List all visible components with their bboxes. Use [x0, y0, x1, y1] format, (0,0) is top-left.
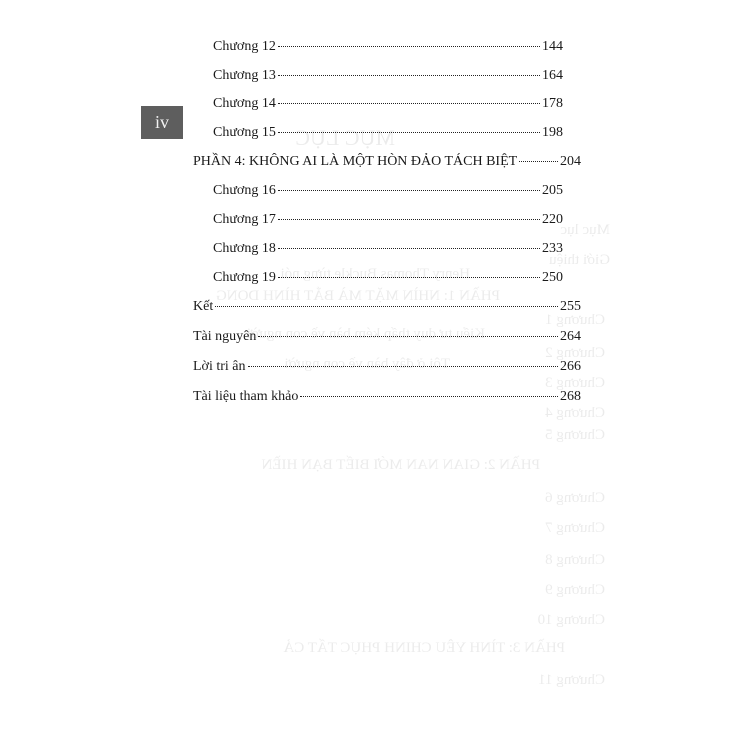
toc-dot-leader [278, 190, 540, 191]
toc-part-title: PHẦN 4: KHÔNG AI LÀ MỘT HÒN ĐẢO TÁCH BIỆT [193, 154, 518, 169]
toc-dot-leader [278, 103, 540, 104]
bleed-line: Chương 7 [545, 520, 605, 536]
toc-entry-page: 266 [560, 359, 581, 374]
bleed-line: Henry Thomas Buckle từng nói [280, 266, 470, 282]
bleed-line: Chương 6 [545, 490, 605, 506]
toc-entry-title: Chương 16 [213, 183, 276, 198]
toc-entry-page: 268 [560, 389, 581, 404]
toc-entry-title: Chương 13 [213, 68, 276, 83]
bleed-line: PHẦN 1: NHÌN MẶT MÀ BẮT HÌNH DONG [215, 288, 500, 304]
toc-dot-leader [300, 396, 558, 397]
toc-entry-title: Kết [193, 299, 214, 314]
toc-entry [213, 124, 563, 142]
toc-entry-title: Tài nguyên [193, 329, 257, 344]
toc-entry [213, 95, 563, 113]
toc-part-entry [193, 153, 581, 171]
toc-entry-page: 198 [542, 125, 563, 140]
toc-entry-title: Lời tri ân [193, 359, 246, 374]
toc-entry-page: 255 [560, 299, 581, 314]
toc-dot-leader [278, 75, 540, 76]
bleed-line: Giới thiệu [549, 252, 610, 268]
bleed-line: Mục lục [560, 222, 610, 238]
toc-entry-page: 205 [542, 183, 563, 198]
toc-entry-title: Chương 12 [213, 39, 276, 54]
bleed-line: Chương 8 [545, 552, 605, 568]
toc-entry [213, 38, 563, 56]
toc-entry-page: 178 [542, 96, 563, 111]
toc-dot-leader [278, 248, 540, 249]
toc-entry [213, 240, 563, 258]
bleed-line: Chương 9 [545, 582, 605, 598]
toc-dot-leader [215, 306, 558, 307]
toc-dot-leader [278, 46, 540, 47]
toc-entry-title: Chương 17 [213, 212, 276, 227]
bleed-line: PHẦN 2: GIAN NAN MỚI BIẾT BẠN HIỀN [261, 457, 540, 473]
toc-entry-page: 144 [542, 39, 563, 54]
toc-entry [213, 269, 563, 287]
bleed-line: MỤC LỤC [295, 125, 395, 150]
toc-entry [193, 388, 581, 406]
toc-entry [193, 358, 581, 376]
bleed-line: Chương 10 [537, 612, 605, 628]
bleed-line: Chương 2 [545, 345, 605, 361]
toc-entry-title: Tài liệu tham khảo [193, 389, 299, 404]
toc-entry-title: Chương 18 [213, 241, 276, 256]
bleed-line: Tôi ở đây bàn về con người [284, 356, 450, 372]
toc-entry-page: 204 [560, 154, 581, 169]
bleed-line: Chương 5 [545, 427, 605, 443]
toc-entry [213, 182, 563, 200]
toc-entry [213, 211, 563, 229]
toc-entry-page: 264 [560, 329, 581, 344]
bleed-line: Chương 3 [545, 375, 605, 391]
toc-entry [213, 67, 563, 85]
toc-entry-title: Chương 19 [213, 270, 276, 285]
toc-entry-page: 164 [542, 68, 563, 83]
toc-entry-page: 220 [542, 212, 563, 227]
toc-entry-title: Chương 15 [213, 125, 276, 140]
toc-dot-leader [519, 161, 558, 162]
bleed-line: Kiểu tư duy thấp kém bàn về con người [246, 326, 485, 342]
bleed-line: Chương 4 [545, 405, 605, 421]
toc-entry-page: 250 [542, 270, 563, 285]
toc-entry-title: Chương 14 [213, 96, 276, 111]
bleed-line: Chương 1 [545, 312, 605, 328]
toc-dot-leader [278, 132, 540, 133]
toc-entry-page: 233 [542, 241, 563, 256]
toc-dot-leader [248, 366, 559, 367]
toc-dot-leader [258, 336, 558, 337]
toc-dot-leader [278, 277, 540, 278]
toc-entry [193, 298, 581, 316]
bleed-line: Chương 11 [538, 672, 605, 688]
toc-entry [193, 328, 581, 346]
toc-dot-leader [278, 219, 540, 220]
page-number-tab: iv [141, 106, 183, 139]
bleed-line: PHẦN 3: TÌNH YÊU CHINH PHỤC TẤT CẢ [283, 640, 565, 656]
